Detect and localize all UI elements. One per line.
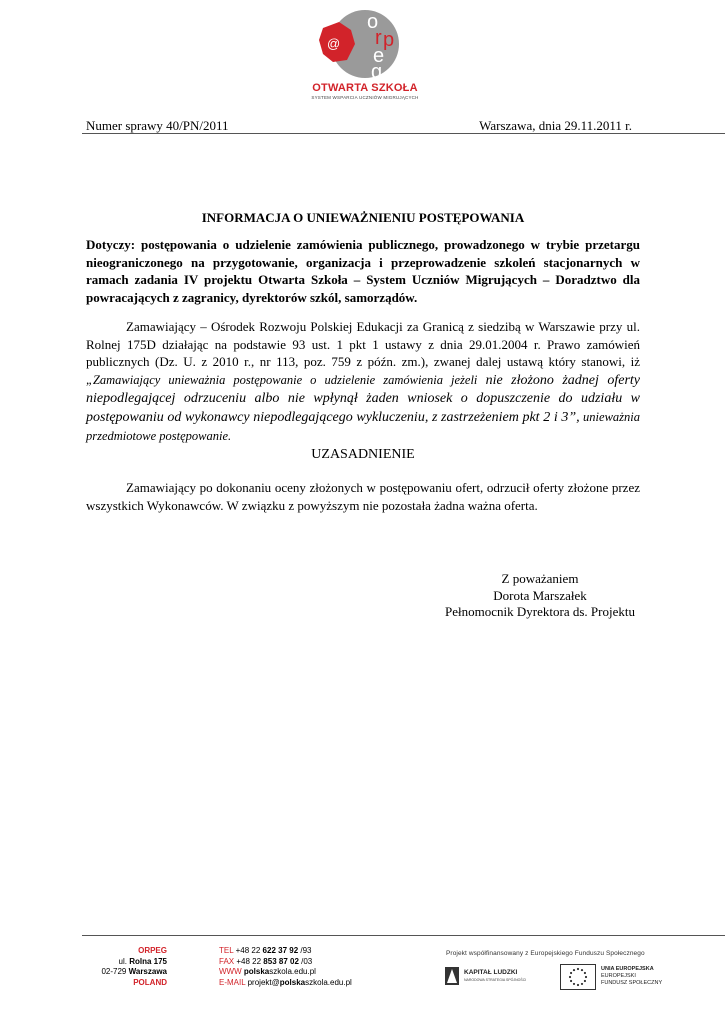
footer-www-label: WWW: [219, 967, 242, 976]
footer-city: Warszawa: [128, 967, 167, 976]
footer-www-line[interactable]: [219, 967, 352, 978]
footer-tel-suffix: /93: [300, 946, 312, 955]
logo-title: OTWARTA SZKOŁA: [312, 82, 418, 94]
footer-fax-prefix: +48 22: [236, 956, 262, 966]
justification-heading: UZASADNIENIE: [311, 447, 415, 462]
footer-postcode: 02-729: [101, 967, 127, 976]
eu-star: [577, 984, 579, 986]
footer-tel-line: [219, 946, 352, 957]
signature-closing: Z poważaniem: [501, 571, 579, 586]
footer-divider: [82, 935, 725, 936]
header-divider: [82, 133, 725, 134]
footer-email-line[interactable]: [219, 978, 352, 989]
logo-letter-o: o: [367, 11, 379, 33]
footer-email-bold[interactable]: polska: [279, 977, 306, 987]
place-date: Warszawa, dnia 29.11.2011 r.: [479, 118, 632, 133]
eu-label: [601, 966, 662, 987]
eu-star: [573, 969, 575, 971]
footer-www-rest[interactable]: szkola.edu.pl: [269, 967, 316, 976]
paragraph-justification: [86, 479, 640, 514]
footer-street-prefix: ul.: [118, 956, 127, 966]
footer-fax-label: FAX: [219, 956, 235, 966]
eu-star: [570, 972, 572, 974]
legal-quote-end: unieważnia przedmiotowe postępowanie.: [86, 409, 640, 443]
eu-star: [569, 976, 571, 978]
signature-role: Pełnomocnik Dyrektora ds. Projektu: [445, 604, 635, 619]
legal-quote-body: nie złożono żadnej oferty niepodlegającej odrzuceniu albo nie wpłynął żaden wniosek o dopuszczenie do udziału w postępowaniu od wykonawcy niepodlegającego wykluczeniu, z zastrzeżeniem pkt 2 i 3”,: [86, 372, 640, 425]
footer-email-rest[interactable]: szkola.edu.pl: [305, 977, 352, 987]
signature-block: [430, 571, 650, 621]
funding-note: Projekt współfinansowany z Europejskiego Funduszu Społecznego: [446, 950, 645, 957]
footer-street-line: [60, 957, 167, 968]
footer-address: [60, 946, 167, 988]
eu-star: [585, 976, 587, 978]
paragraph-justification-text: Zamawiający po dokonaniu oceny złożonych w postępowaniu ofert, odrzucił oferty złożone przez wszystkich Wykonawców. W związku z powyższym nie pozostała żadna ważna oferta.: [86, 480, 640, 513]
subject-paragraph: Dotyczy: postępowania o udzielenie zamówienia publicznego, prowadzonego w trybie przetargu nieograniczonego na przygotowanie, organizacja i przeprowadzenie szkoleń stacjonarnych w ramach zadania IV projektu Otwarta Szkoła – System Uczniów Migrujących – Doradztwo dla powracających z zagranicy, dyrektorów szkól, samorządów.: [86, 237, 640, 305]
kapital-ludzki-name: KAPITAŁ LUDZKI: [464, 969, 518, 976]
eu-star: [577, 968, 579, 970]
footer-tel-label: TEL: [219, 946, 234, 955]
footer-country: POLAND: [133, 977, 167, 987]
eu-line-2: EUROPEJSKI: [601, 973, 636, 979]
footer-fax-line: [219, 957, 352, 968]
eu-star: [584, 972, 586, 974]
footer-fax-number: 853 87 02: [263, 956, 299, 966]
paragraph-legal-basis-text: Zamawiający – Ośrodek Rozwoju Polskiej Edukacji za Granicą z siedzibą w Warszawie przy ul. Rolnej 175D działając na podstawie 93 ust. 1 pkt 1 ustawy z dnia 29.01.2004 r. Prawo zamówień publicznych (Dz. U. z 2010 r., nr 113, poz. 759 z późn. zm.), zwanej dalej ustawą który stanowi, iż: [86, 319, 640, 370]
footer-street: Rolna 175: [129, 956, 167, 966]
document-title: INFORMACJA O UNIEWAŻNIENIU POSTĘPOWANIA: [201, 210, 525, 225]
footer-fax-suffix: /03: [301, 956, 313, 966]
eu-star: [581, 983, 583, 985]
footer-email-pre[interactable]: projekt@: [247, 977, 280, 987]
kapital-ludzki-logo: [444, 963, 554, 991]
legal-quote-start: „Zamawiający unieważnia postępowanie o udzielenie zamówienia jeżeli: [86, 372, 478, 387]
eu-flag-icon: [560, 964, 596, 990]
case-number: Numer sprawy 40/PN/2011: [86, 118, 229, 133]
footer-city-line: [60, 967, 167, 978]
logo-letter-e: e: [373, 45, 385, 67]
footer-contact: [219, 946, 352, 988]
signature-name: Dorota Marszałek: [493, 587, 587, 603]
footer-www-bold[interactable]: polska: [243, 967, 270, 976]
logo-subtitle: SYSTEM WSPARCIA UCZNIÓW MIGRUJĄCYCH: [311, 95, 419, 100]
logo-letter-g: g: [371, 61, 383, 83]
eu-star: [581, 969, 583, 971]
footer-email-label: E-MAIL: [219, 977, 246, 987]
kapital-ludzki-subtitle: NARODOWA STRATEGIA SPÓJNOŚCI: [464, 978, 527, 982]
logo-at-sign: @: [327, 36, 341, 51]
eu-star: [573, 983, 575, 985]
logo-letter-r: r: [375, 27, 382, 49]
eu-star: [584, 980, 586, 982]
eu-line-3: FUNDUSZ SPOŁECZNY: [601, 980, 663, 986]
footer-org-name: ORPEG: [138, 946, 167, 955]
paragraph-legal-basis: [86, 318, 640, 445]
eu-star: [570, 980, 572, 982]
eu-line-1: UNIA EUROPEJSKA: [601, 966, 654, 972]
footer-tel-prefix: +48 22: [235, 946, 261, 955]
footer-tel-number: 622 37 92: [262, 946, 299, 955]
logo-letter-p: p: [383, 29, 395, 51]
